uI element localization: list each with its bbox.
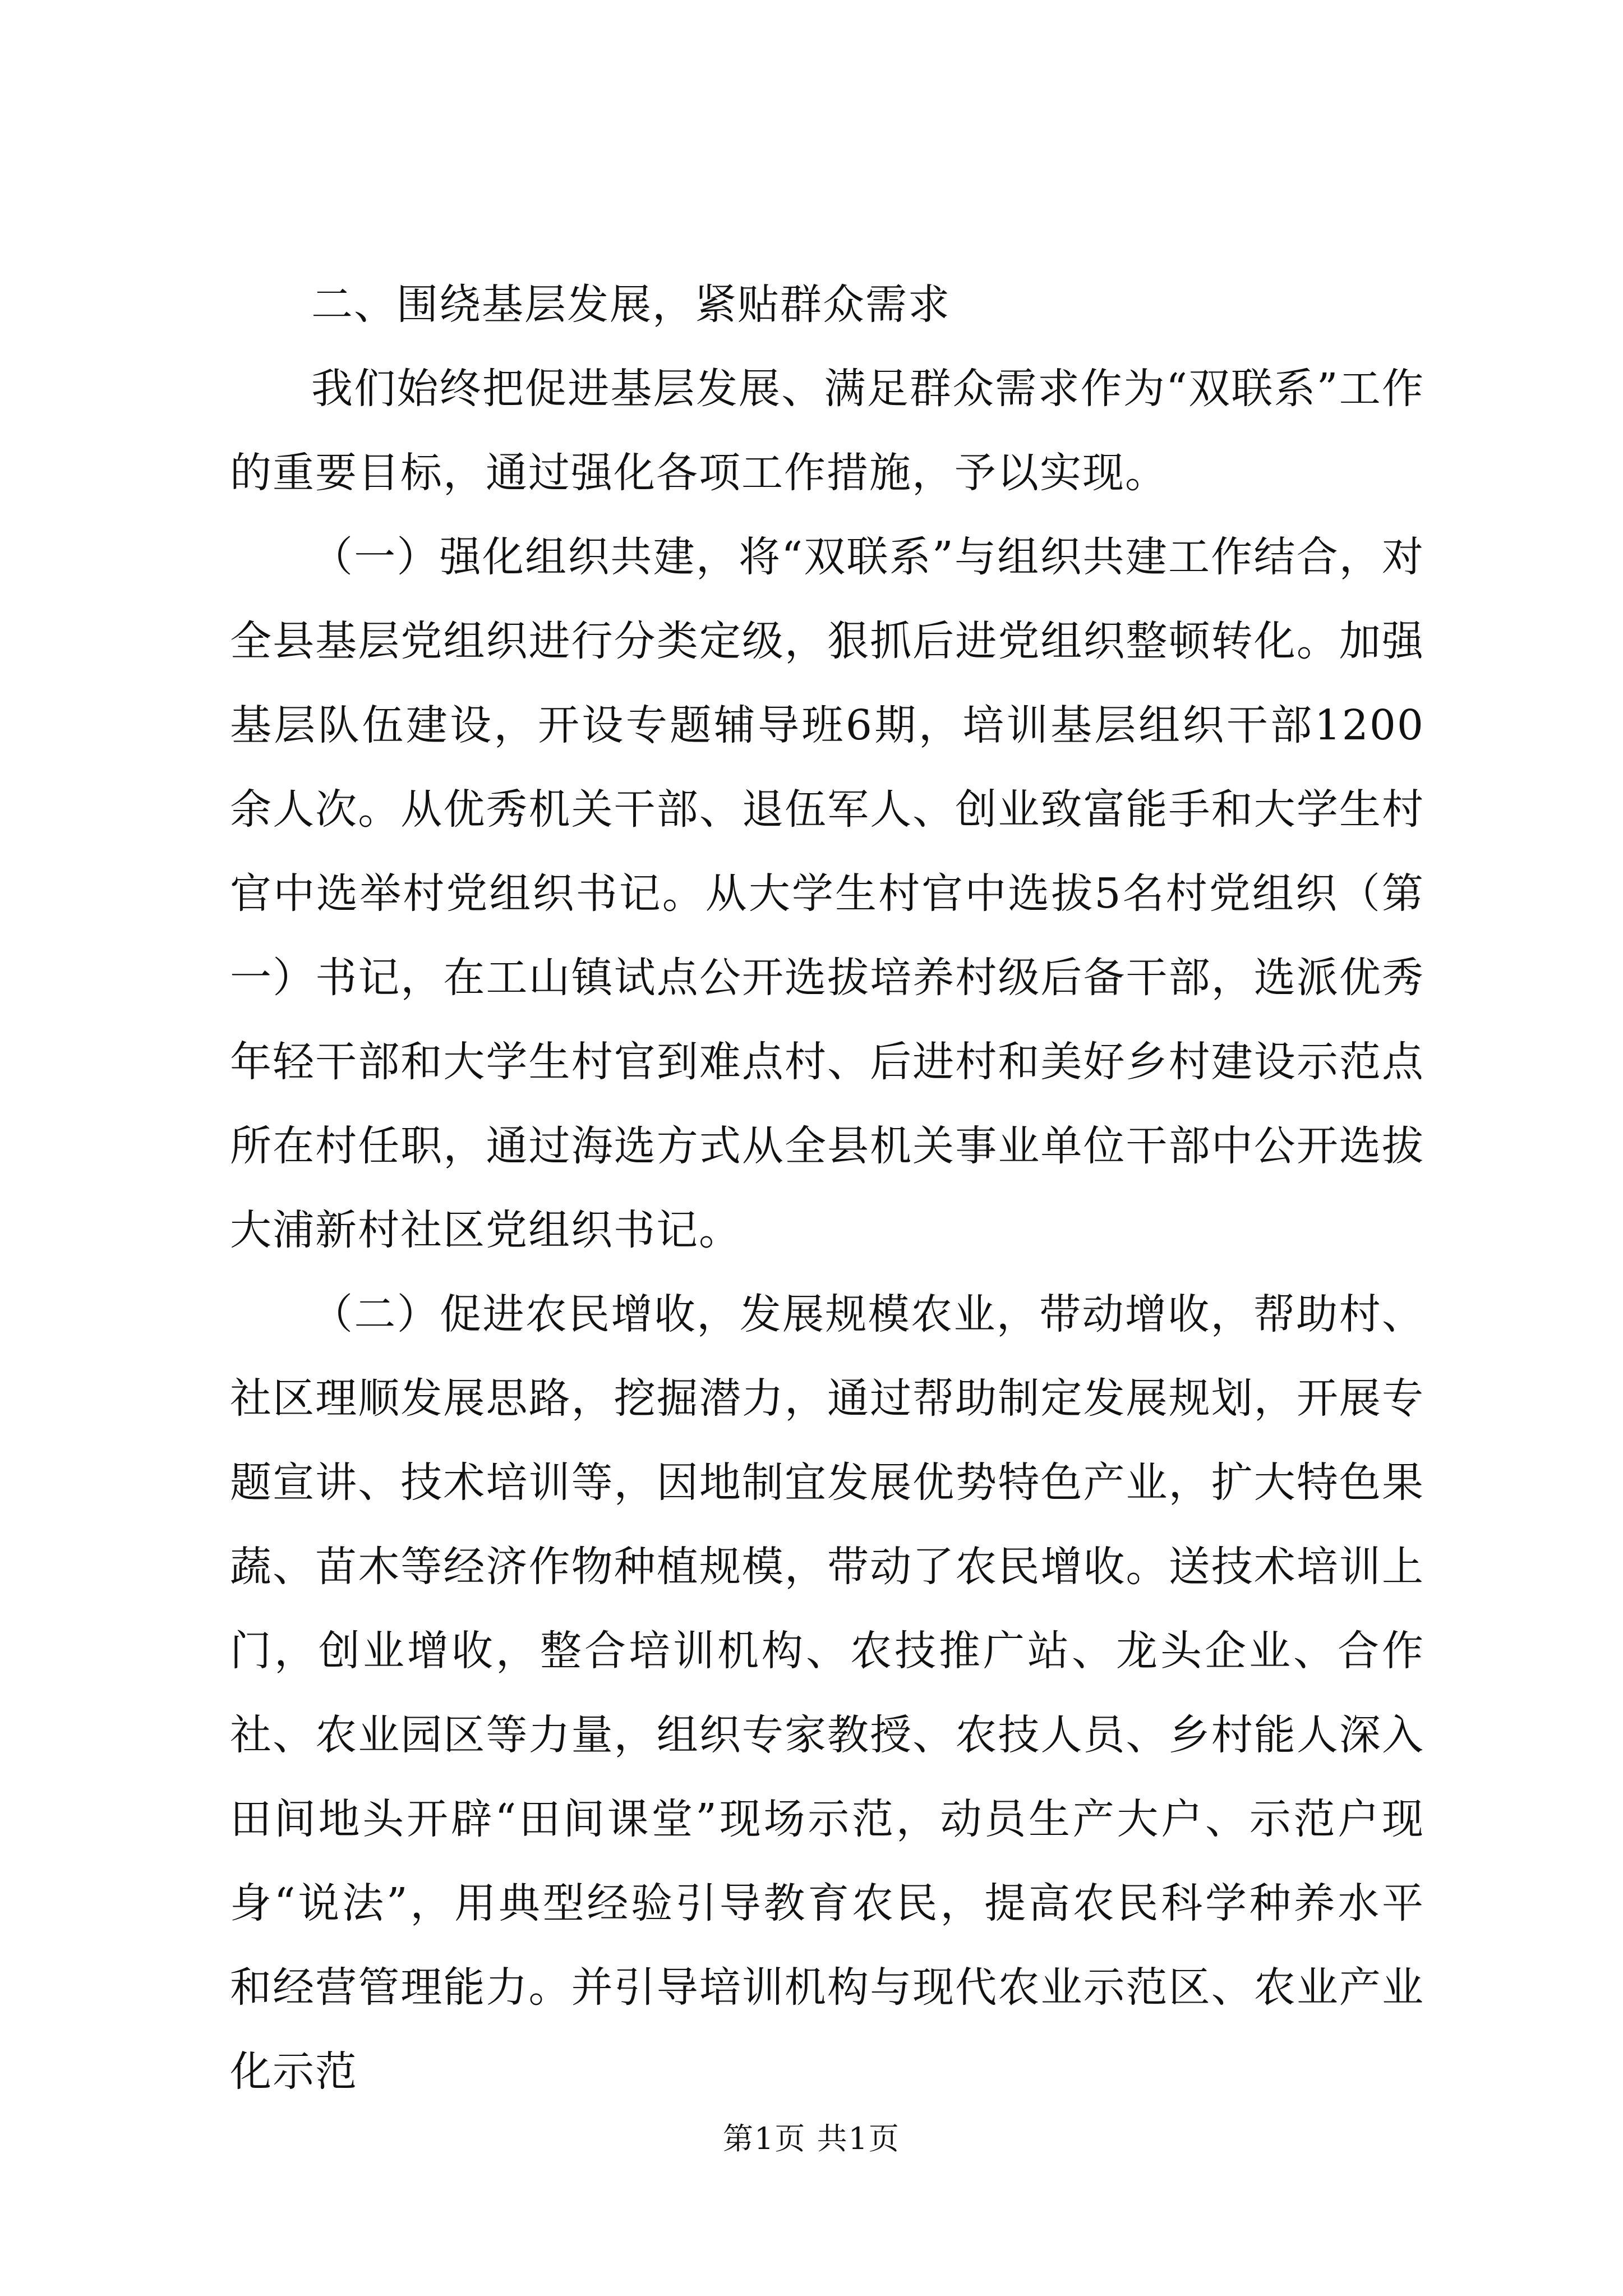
document-body	[230, 263, 1424, 2114]
page-footer: 第1页 共1页	[723, 2121, 900, 2156]
paragraph-intro: 我们始终把促进基层发展、满足群众需求作为“双联系”工作的重要目标，通过强化各项工作措施，予以实现。	[230, 365, 1424, 497]
paragraph-farmer-income: （二）促进农民增收，发展规模农业，带动增收，帮助村、社区理顺发展思路，挖掘潜力，通过帮助制定发展规划，开展专题宣讲、技术培训等，因地制宜发展优势特色产业，扩大特色果蔬、苗木等经济作物种植规模，带动了农民增收。送技术培训上门，创业增收，整合培训机构、农技推广站、龙头企业、合作社、农业园区等力量，组织专家教授、农技人员、乡村能人深入田间地头开辟“田间课堂”现场示范，动员生产大户、示范户现身“说法”，用典型经验引导教育农民，提高农民科学种养水平和经营管理能力。并引导培训机构与现代农业示范区、农业产业化示范	[230, 1290, 1424, 2096]
section-heading: 二、围绕基层发展，紧贴群众需求	[311, 280, 951, 329]
paragraph-organization-building: （一）强化组织共建，将“双联系”与组织共建工作结合，对全县基层党组织进行分类定级，狠抓后进党组织整顿转化。加强基层队伍建设，开设专题辅导班6期，培训基层组织干部1200余人次。从优秀机关干部、退伍军人、创业致富能手和大学生村官中选举村党组织书记。从大学生村官中选拔5名村党组织（第一）书记，在工山镇试点公开选拔培养村级后备干部，选派优秀年轻干部和大学生村官到难点村、后进村和美好乡村建设示范点所在村任职，通过海选方式从全县机关事业单位干部中公开选拔大浦新村社区党组织书记。	[230, 533, 1424, 1254]
